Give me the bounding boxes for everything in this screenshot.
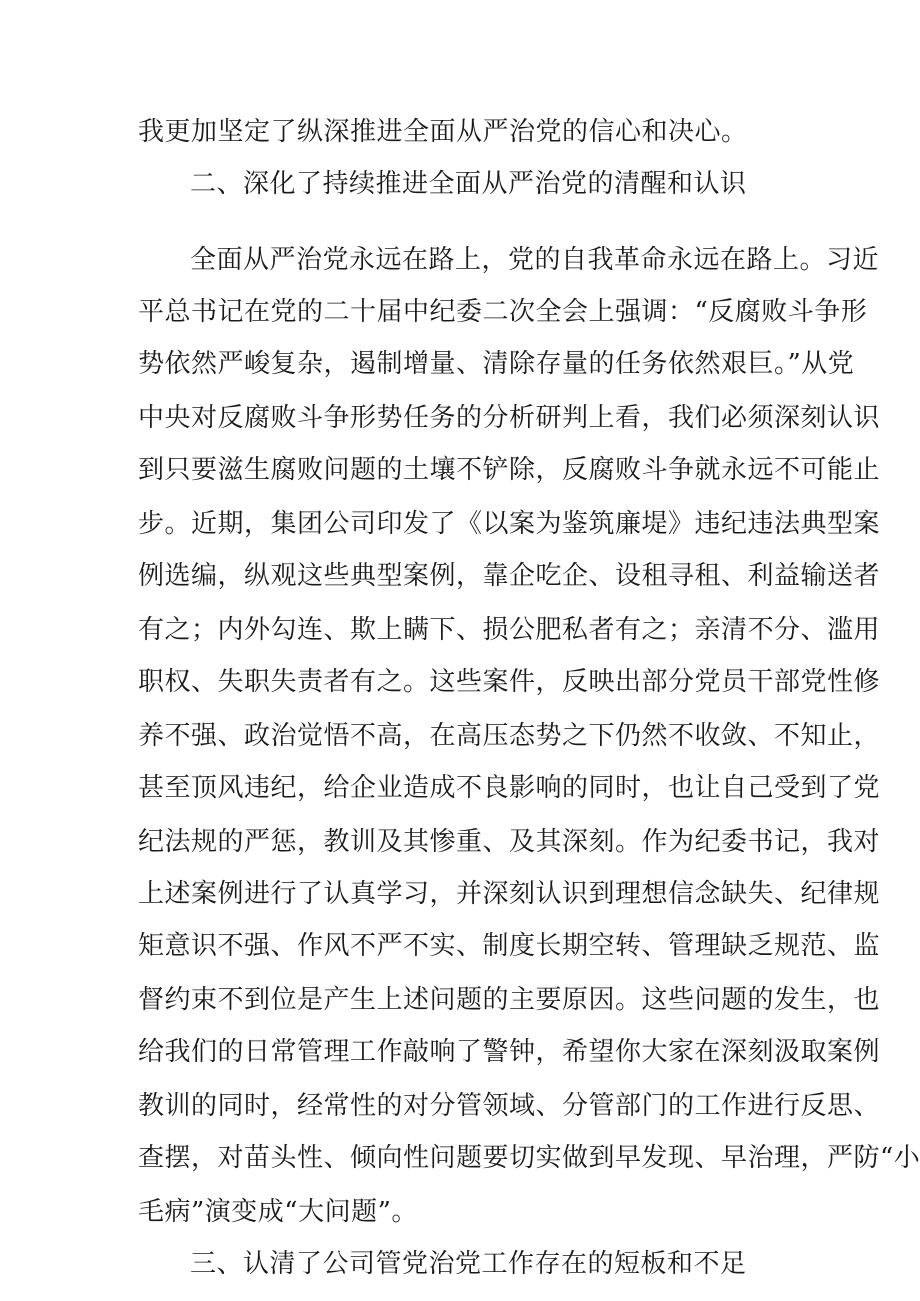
paragraph-line: 上述案例进行了认真学习，并深刻认识到理想信念缺失、纪律规: [138, 879, 881, 909]
paragraph-line: 养不强、政治觉悟不高，在高压态势之下仍然不收敛、不知止，: [138, 721, 881, 751]
section-heading-2: 二、深化了持续推进全面从严治党的清醒和认识: [190, 169, 747, 199]
paragraph-line: 全面从严治党永远在路上，党的自我革命永远在路上。习近: [190, 245, 880, 275]
paragraph-line: 例选编，纵观这些典型案例，靠企吃企、设租寻租、利益输送者: [138, 561, 881, 591]
paragraph-line: 势依然严峻复杂，遏制增量、清除存量的任务依然艰巨。”从党: [138, 349, 855, 379]
paragraph-line: 步。近期，集团公司印发了《以案为鉴筑廉堤》违纪违法典型案: [138, 509, 881, 539]
paragraph-line: 我更加坚定了纵深推进全面从严治党的信心和决心。: [138, 117, 748, 147]
paragraph-line: 到只要滋生腐败问题的土壤不铲除，反腐败斗争就永远不可能止: [138, 455, 881, 485]
paragraph-line: 纪法规的严惩，教训及其惨重、及其深刻。作为纪委书记，我对: [138, 827, 881, 857]
paragraph-line: 督约束不到位是产生上述问题的主要原因。这些问题的发生，也: [138, 985, 881, 1015]
paragraph-line: 甚至顶风违纪，给企业造成不良影响的同时，也让自己受到了党: [138, 773, 881, 803]
paragraph-line: 中央对反腐败斗争形势任务的分析研判上看，我们必须深刻认识: [138, 403, 881, 433]
paragraph-line: 教训的同时，经常性的对分管领域、分管部门的工作进行反思、: [138, 1091, 881, 1121]
paragraph-line: 职权、失职失责者有之。这些案件，反映出部分党员干部党性修: [138, 667, 881, 697]
paragraph-line: 平总书记在党的二十届中纪委二次全会上强调：“反腐败斗争形: [138, 297, 868, 327]
paragraph-line: 给我们的日常管理工作敲响了警钟，希望你大家在深刻汲取案例: [138, 1037, 881, 1067]
paragraph-line: 有之；内外勾连、欺上瞒下、损公肥私者有之；亲清不分、滥用: [138, 615, 881, 645]
paragraph-line: 毛病”演变成“大问题”。: [138, 1197, 418, 1227]
section-heading-3: 三、认清了公司管党治党工作存在的短板和不足: [190, 1249, 747, 1279]
paragraph-line: 矩意识不强、作风不严不实、制度长期空转、管理缺乏规范、监: [138, 931, 881, 961]
paragraph-line: 查摆，对苗头性、倾向性问题要切实做到早发现、早治理，严防“小: [138, 1143, 920, 1173]
